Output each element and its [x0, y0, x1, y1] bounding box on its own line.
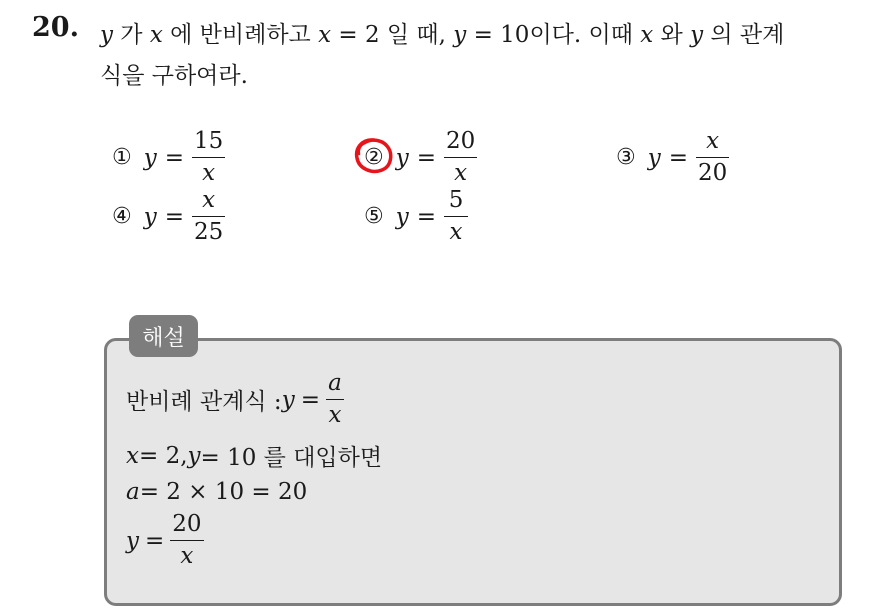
fraction-bar	[696, 157, 729, 158]
choice-number: ①	[112, 145, 132, 170]
text-span: = 2 × 10 = 20	[139, 479, 308, 505]
equals-sign: =	[668, 144, 689, 171]
text-span: = 10이다. 이때	[466, 22, 641, 48]
var: x	[149, 22, 163, 48]
var: x	[318, 22, 332, 48]
solution-line-1	[126, 372, 344, 427]
fraction	[192, 189, 225, 244]
equals-sign: =	[164, 144, 185, 171]
fraction-bar	[326, 399, 344, 400]
fraction-bar	[192, 157, 225, 158]
var: y	[453, 22, 467, 48]
equals-sign: =	[416, 144, 437, 171]
fraction	[170, 513, 203, 568]
numerator: x	[706, 128, 720, 154]
numerator: 20	[446, 128, 476, 154]
denominator: x	[454, 160, 468, 186]
choice-5[interactable]	[364, 189, 468, 244]
equals-sign: =	[145, 527, 165, 554]
solution-tag: 해설	[129, 315, 198, 357]
var: x	[640, 22, 654, 48]
question-line-1	[100, 15, 870, 56]
var: y	[126, 527, 139, 554]
choice-lhs: y	[143, 203, 157, 230]
var: x	[126, 442, 139, 469]
solution-line-4	[126, 513, 204, 568]
equals-sign: =	[300, 386, 320, 413]
denominator: x	[202, 160, 216, 186]
fraction	[444, 189, 468, 244]
var: y	[100, 22, 113, 48]
choice-3[interactable]	[616, 130, 729, 185]
equals-sign: =	[164, 203, 185, 230]
var: y	[281, 386, 295, 413]
var: y	[187, 442, 201, 469]
fraction-bar	[170, 540, 203, 541]
fraction	[444, 130, 477, 185]
fraction-bar	[444, 157, 477, 158]
var: a	[126, 479, 140, 505]
numerator: 20	[172, 511, 202, 537]
text-span: 가	[113, 22, 150, 48]
solution-text: 반비례 관계식 :	[126, 389, 282, 415]
denominator: 20	[698, 160, 728, 186]
fraction	[696, 130, 729, 185]
denominator: x	[449, 219, 463, 245]
solution-line-3	[126, 479, 307, 505]
question-number: 20.	[32, 12, 79, 43]
numerator: 5	[448, 187, 464, 213]
var: y	[690, 22, 704, 48]
choice-number: ④	[112, 204, 132, 229]
choice-lhs: y	[395, 144, 409, 171]
choice-number: ⑤	[364, 204, 384, 229]
equals-sign: =	[416, 203, 437, 230]
denominator: 25	[194, 219, 224, 245]
fraction-bar	[444, 216, 468, 217]
numerator: a	[328, 370, 342, 396]
fraction	[326, 372, 344, 427]
choice-lhs: y	[647, 144, 661, 171]
choice-4[interactable]	[112, 189, 225, 244]
choice-lhs: y	[395, 203, 409, 230]
denominator: x	[328, 402, 342, 428]
question-text	[100, 15, 870, 97]
text-span: 에 반비례하고	[162, 22, 319, 48]
choice-lhs: y	[143, 144, 157, 171]
choice-1[interactable]	[112, 130, 225, 185]
solution-line-2	[126, 439, 382, 472]
text-span: 의 관계	[703, 22, 785, 48]
answer-mark-icon	[352, 135, 396, 177]
text-span: = 2,	[138, 442, 188, 469]
fraction	[192, 130, 225, 185]
numerator: x	[202, 187, 216, 213]
fraction-bar	[192, 216, 225, 217]
denominator: x	[180, 543, 194, 569]
numerator: 15	[194, 128, 224, 154]
text-span: 와	[653, 22, 691, 48]
question-line-2: 식을 구하여라.	[100, 63, 248, 89]
text-span: = 2 일 때,	[331, 22, 454, 48]
choice-number: ③	[616, 145, 636, 170]
text-span: = 10 를 대입하면	[200, 445, 383, 471]
choice-number: ②	[364, 145, 384, 170]
